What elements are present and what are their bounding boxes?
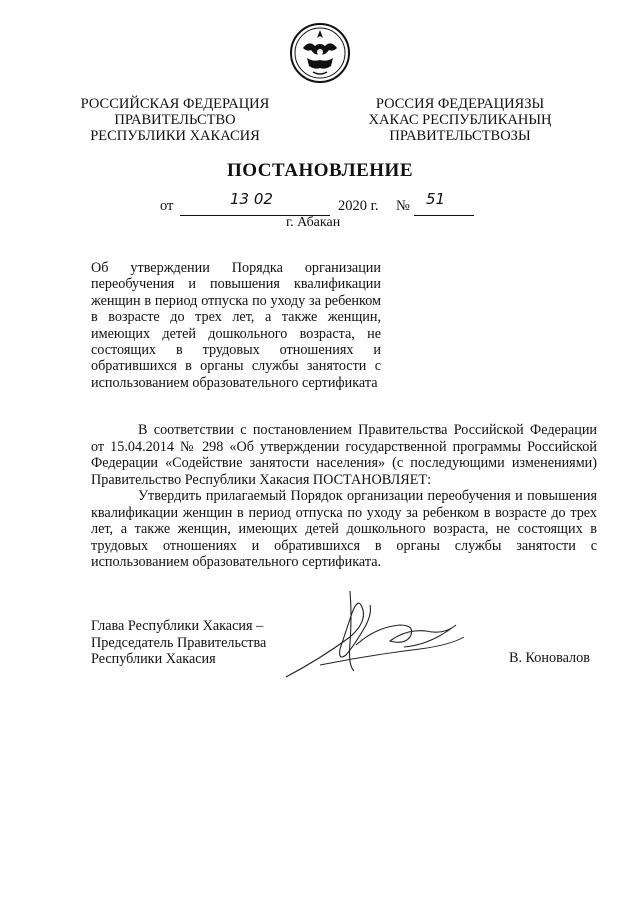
body-line: Федерации «Содействие занятости населения» (с последующими изменениями) [91,455,597,471]
date-handwritten: 13 02 [230,190,273,208]
subject-line: женщин в период отпуска по уходу за ребенком [91,292,381,309]
document-type-title: ПОСТАНОВЛЕНИЕ [226,160,414,181]
header-right-line-3: ПРАВИТЕЛЬСТВОЗЫ [389,128,531,144]
body-line: В соответствии с постановлением Правительства Российской Федерации [138,422,597,438]
body-text [91,422,597,571]
header-left-line-3: РЕСПУБЛИКИ ХАКАСИЯ [90,128,260,144]
body-line: от 15.04.2014 № 298 «Об утверждении государственной программы Российской [91,438,597,455]
subject-line: использованием образовательного сертификата [91,374,378,391]
header-right-line-1: РОССИЯ ФЕДЕРАЦИЯЗЫ [375,96,545,112]
year: 2020 г. [338,198,379,214]
number-label: № [396,198,410,214]
subject-line: имеющих детей дошкольного возраста, не [91,325,381,342]
header-right-block [345,96,575,144]
body-line: трудовых отношениях и обратившихся в органы службы занятости с [91,537,597,554]
signatory-title [91,618,266,668]
header-left-line-2: ПРАВИТЕЛЬСТВО [114,112,236,128]
header-left-block [60,96,290,144]
body-line: Утвердить прилагаемый Порядок организации переобучения и повышения [138,488,597,504]
subject-block [91,260,381,391]
subject-line: состоящих в трудовых отношениях и [91,342,381,359]
signatory-title-line: Глава Республики Хакасия – [91,618,264,634]
handwritten-signature [280,585,470,685]
subject-line: переобучения и повышения квалификации [91,276,381,293]
signatory-title-line: Председатель Правительства [91,634,267,651]
body-line: квалификации женщин в период отпуска по уходу за ребенком в возрасте до трех [91,504,597,521]
header-right-line-2: ХАКАС РЕСПУБЛИКАНЫҢ [368,112,552,128]
subject-line: Об утверждении Порядка организации [91,260,381,276]
subject-line: обратившихся в органы службы занятости с [91,358,381,375]
date-number-line [160,190,446,215]
signatory-name: В. Коновалов [509,650,590,666]
header-left-line-1: РОССИЙСКАЯ ФЕДЕРАЦИЯ [80,96,270,112]
date-prefix: от [160,198,174,214]
number-underline [414,215,474,216]
subject-line: в возрасте до трех лет, а также женщин, [91,309,381,326]
body-line: лет, а также женщин, имеющих детей дошкольного возраста, не состоящих в [91,521,597,537]
coat-of-arms-emblem [289,22,351,84]
city: г. Абакан [286,215,341,230]
body-line: использованием образовательного сертификата. [91,554,382,570]
signatory-title-line: Республики Хакасия [91,651,216,667]
number-handwritten: 51 [426,190,446,208]
body-line: Правительство Республики Хакасия ПОСТАНОВЛЯЕТ: [91,471,432,488]
